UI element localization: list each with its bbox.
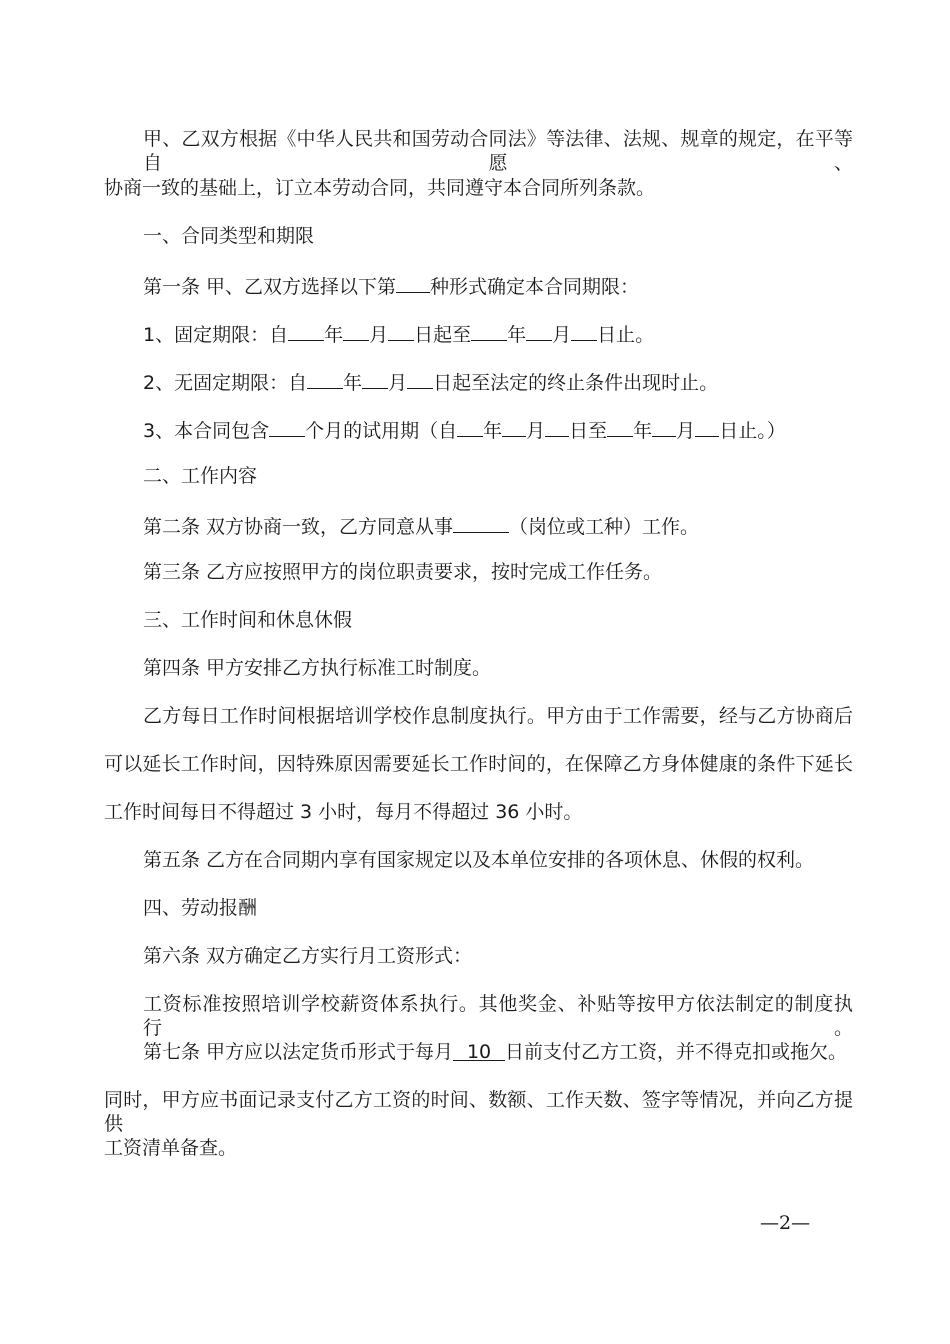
article-1-item-2: [143, 368, 718, 395]
section-heading-1: 一、合同类型和期限: [143, 225, 315, 247]
month-label: 月: [369, 324, 389, 346]
blank-field: [502, 416, 526, 437]
blank-field: [453, 512, 509, 533]
blank-field: [388, 320, 414, 341]
year-label: 年: [324, 324, 344, 346]
article-2: [143, 512, 699, 539]
article-4-para-line-3: 工作时间每日不得超过 3 小时，每月不得超过 36 小时。: [104, 801, 583, 823]
day-end-label: 日止。: [597, 324, 655, 346]
article-6: 第六条 双方确定乙方实行月工资形式：: [143, 945, 473, 967]
article-7-text-b: 日前支付乙方工资，并不得克扣或拖欠。: [505, 1041, 848, 1063]
paragraph-intro-line-2: 协商一致的基础上，订立本劳动合同，共同遵守本合同所列条款。: [104, 177, 656, 199]
blank-field: [343, 320, 369, 341]
article-3: 第三条 乙方应按照甲方的岗位职责要求，按时完成工作任务。: [143, 561, 663, 583]
article-4-para-line-2: 可以延长工作时间，因特殊原因需要延长工作时间的，在保障乙方身体健康的条件下延长: [104, 753, 853, 775]
article-1: [143, 272, 639, 299]
blank-field: [307, 368, 343, 389]
item-2-label: 2、无固定期限：自: [143, 372, 308, 394]
blank-field: [526, 320, 552, 341]
blank-field: [288, 320, 324, 341]
year-label: 年: [483, 420, 503, 442]
day-from-label: 日起至: [414, 324, 472, 346]
day-end-label: 日止。）: [719, 420, 786, 442]
trial-period-label: 个月的试用期（自: [305, 420, 458, 442]
section-heading-2: 二、工作内容: [143, 465, 258, 487]
article-6-para: 工资标准按照培训学校薪资体系执行。其他奖金、补贴等按甲方依法制定的制度执行。: [143, 993, 853, 1039]
article-2-text-b: （岗位或工种）工作。: [509, 516, 700, 538]
article-7-line-2: 同时，甲方应书面记录支付乙方工资的时间、数额、工作天数、签字等情况，并向乙方提供: [104, 1089, 853, 1135]
article-2-text-a: 第二条 双方协商一致，乙方同意从事: [143, 516, 454, 538]
item-3-label: 3、本合同包含: [143, 420, 270, 442]
blank-field: [652, 416, 676, 437]
section-heading-4: 四、劳动报酬: [143, 897, 258, 919]
blank-field: [545, 416, 569, 437]
year-label: 年: [343, 372, 363, 394]
page-number: —2—: [760, 1212, 811, 1234]
item-1-label: 1、固定期限：自: [143, 324, 289, 346]
article-1-item-1: [143, 320, 654, 347]
day-to-label: 日至: [569, 420, 608, 442]
blank-field: [607, 416, 633, 437]
month-label: 月: [676, 420, 696, 442]
month-label: 月: [552, 324, 572, 346]
blank-field: [457, 416, 483, 437]
article-1-text-b: 种形式确定本合同期限：: [430, 276, 640, 298]
article-5: 第五条 乙方在合同期内享有国家规定以及本单位安排的各项休息、休假的权利。: [143, 849, 815, 871]
year-label: 年: [633, 420, 653, 442]
article-7-line-1: [143, 1040, 847, 1064]
article-4: 第四条 甲方安排乙方执行标准工时制度。: [143, 657, 492, 679]
article-7-text-a: 第七条 甲方应以法定货币形式于每月: [143, 1041, 454, 1063]
blank-field: [396, 272, 430, 293]
pay-day-value: 10: [453, 1040, 505, 1061]
paragraph-intro-line-1: 甲、乙双方根据《中华人民共和国劳动合同法》等法律、法规、规章的规定，在平等自愿、: [143, 128, 853, 174]
blank-field: [362, 368, 388, 389]
blank-field: [471, 320, 507, 341]
article-1-item-3: [143, 416, 786, 443]
blank-field: [407, 368, 433, 389]
section-heading-3: 三、工作时间和休息休假: [143, 609, 353, 631]
month-label: 月: [388, 372, 408, 394]
article-4-para-line-1: 乙方每日工作时间根据培训学校作息制度执行。甲方由于工作需要，经与乙方协商后: [143, 705, 853, 727]
month-label: 月: [526, 420, 546, 442]
blank-field: [571, 320, 597, 341]
blank-field: [269, 416, 305, 437]
year-label: 年: [507, 324, 527, 346]
article-1-text-a: 第一条 甲、乙双方选择以下第: [143, 276, 397, 298]
blank-field: [695, 416, 719, 437]
article-7-line-3: 工资清单备查。: [104, 1137, 238, 1159]
item-2-tail: 日起至法定的终止条件出现时止。: [433, 372, 719, 394]
